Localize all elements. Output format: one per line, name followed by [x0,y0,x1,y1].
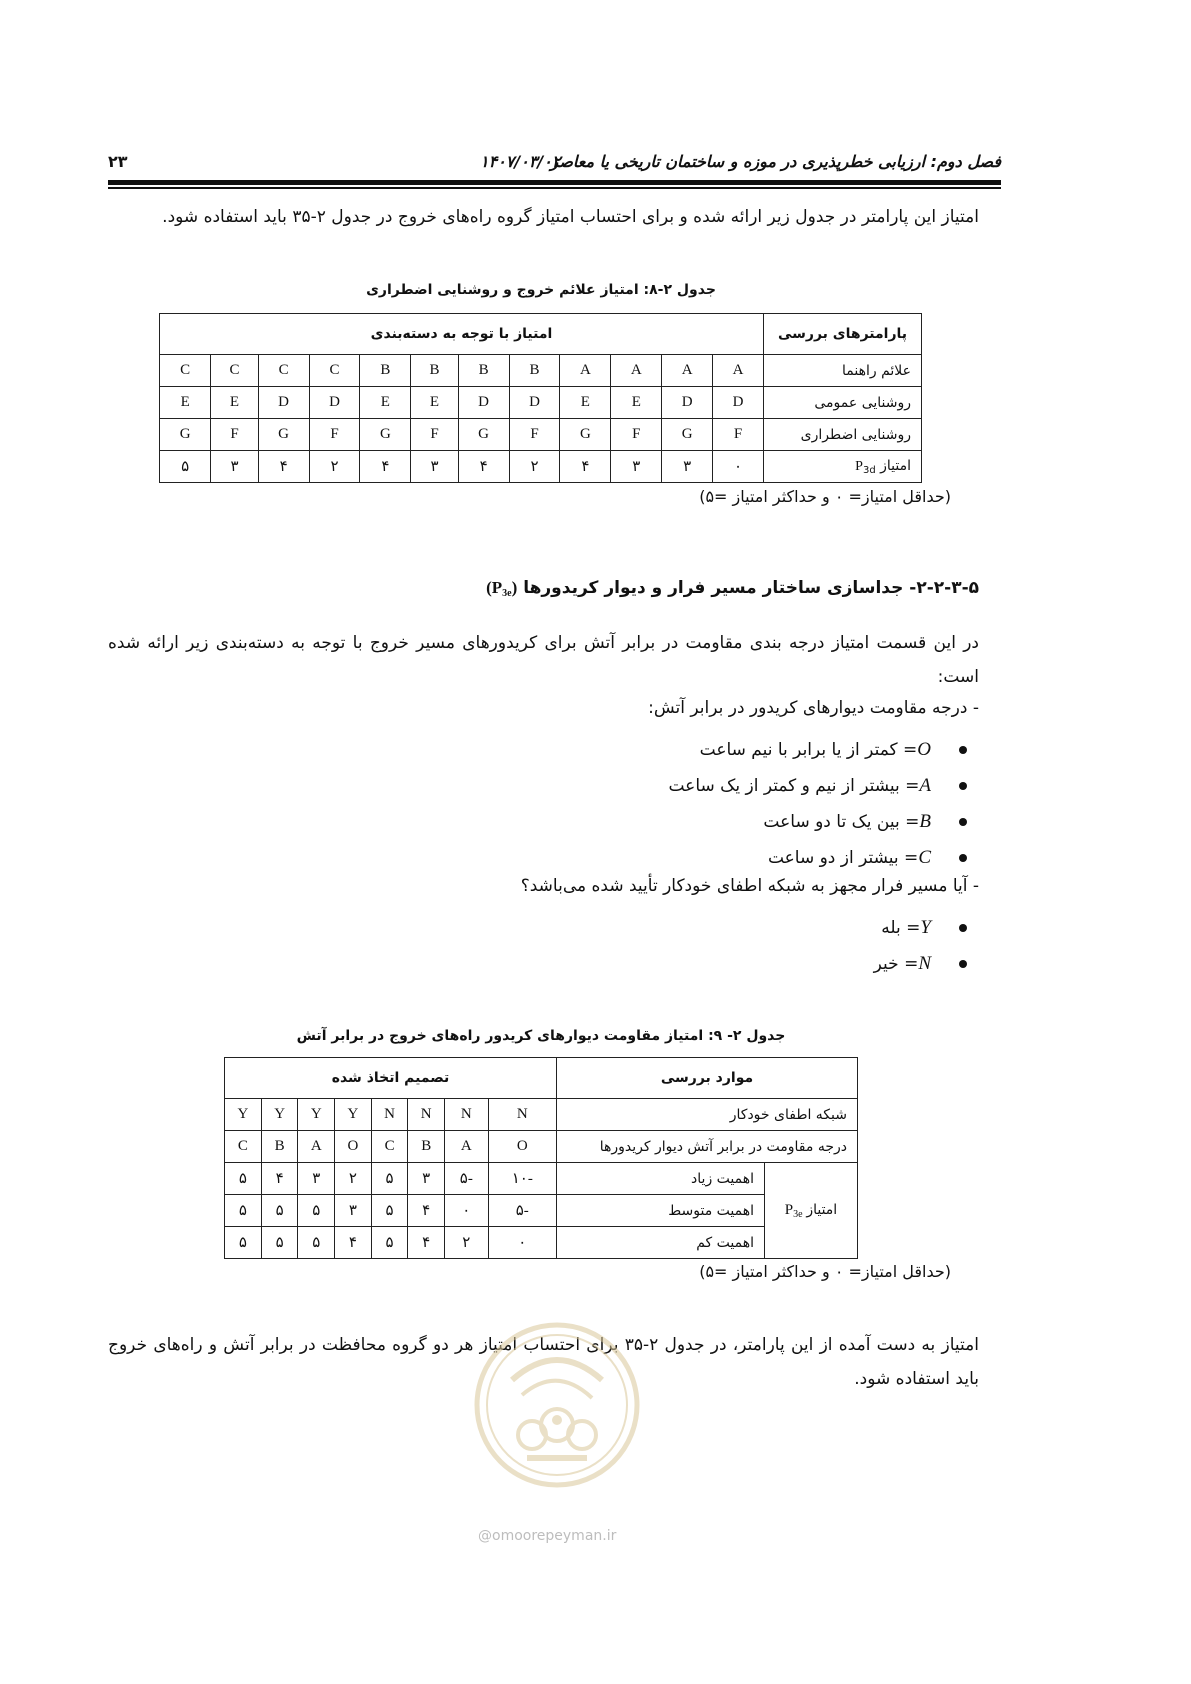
row-label: علائم راهنما [764,355,922,387]
list-item [467,910,967,946]
table-cell: ۳ [411,451,458,483]
table-cell: ۴ [458,451,509,483]
list-item-text: = بیشتر از نیم و کمتر از یک ساعت [668,776,920,796]
table-row [225,1131,858,1163]
table-cell: G [258,419,309,451]
score-label-sub: 3e [793,1208,803,1220]
bullet-icon [959,818,967,826]
table-cell: -۱۰ [488,1163,556,1195]
list-item-text: = بین یک تا دو ساعت [763,812,920,832]
table-cell: F [309,419,360,451]
list-item [467,840,967,876]
table2-note: (حداقل امتیاز= ۰ و حداکثر امتیاز =۵) [699,1262,951,1281]
table-cell: -۵ [488,1195,556,1227]
table-cell: C [211,355,258,387]
list-item [467,732,967,768]
bullet-icon [959,924,967,932]
table1 [159,313,922,483]
watermark-logo-icon [472,1320,642,1490]
table-cell: ۵ [261,1195,298,1227]
row-label: روشنایی اضطراری [764,419,922,451]
table-cell: F [611,419,662,451]
table-cell: G [560,419,611,451]
table-cell: -۵ [445,1163,489,1195]
table-cell: G [360,419,411,451]
table-cell: ۵ [160,451,211,483]
table-cell: ۵ [371,1163,408,1195]
heading-symbol-sub: 3e [502,588,512,599]
header-rule-thick [108,180,1001,185]
table-cell: C [309,355,360,387]
table-cell: ۵ [225,1163,262,1195]
list-item [467,946,967,982]
header-date: ۱۴۰۷/۰۳/۰۲ [480,152,561,171]
table-cell: E [411,387,458,419]
heading-symbol-var: P [491,578,503,597]
table2-header-items: موارد بررسی [557,1058,858,1099]
intro-paragraph: امتیاز این پارامتر در جدول زیر ارائه شده و برای احتساب امتیاز گروه راه‌های خروج در جدول ۲-۳۵ باید استفاده شود. [162,207,979,227]
table-cell: A [445,1131,489,1163]
table-cell: D [662,387,713,419]
table-cell: ۳ [408,1163,445,1195]
table-cell: ۵ [371,1227,408,1259]
table-cell: N [371,1099,408,1131]
table-cell: ۳ [611,451,662,483]
table2-caption: جدول ۲- ۹: امتیاز مقاومت دیوارهای کریدور راه‌های خروج در برابر آتش [296,1028,786,1044]
table-cell: D [309,387,360,419]
table-row [225,1099,858,1131]
table-cell: F [411,419,458,451]
table-cell: ۰ [488,1227,556,1259]
table-cell: ۴ [335,1227,372,1259]
table-cell: A [611,355,662,387]
table-cell: O [335,1131,372,1163]
table-cell: B [408,1131,445,1163]
table-cell: ۴ [258,451,309,483]
row-label: اهمیت کم [557,1227,765,1259]
table-cell: ۴ [360,451,411,483]
table-cell: C [225,1131,262,1163]
bullet-icon [959,960,967,968]
section-paragraph: در این قسمت امتیاز درجه بندی مقاومت در برابر آتش برای کریدورهای مسیر خروج با توجه به دسته‌بندی زیر ارائه شده است: [108,633,979,687]
table-cell: Y [225,1099,262,1131]
list-item-text: = خیر [873,954,919,974]
table-cell: A [713,355,764,387]
table-row [225,1163,858,1195]
table-cell: A [662,355,713,387]
table-cell: ۴ [408,1195,445,1227]
table-cell: ۵ [298,1195,335,1227]
bullet-icon [959,782,967,790]
table-cell: ۳ [335,1195,372,1227]
row-label: اهمیت متوسط [557,1195,765,1227]
table-cell: ۳ [211,451,258,483]
table-cell: F [211,419,258,451]
table-cell: ۰ [713,451,764,483]
table-cell: E [211,387,258,419]
table-cell: ۵ [225,1195,262,1227]
table-cell: D [258,387,309,419]
list2-title: - آیا مسیر فرار مجهز به شبکه اطفای خودکار تأیید شده می‌باشد؟ [520,876,979,896]
table-row [160,451,922,483]
section-heading-text: ۲-۲-۳-۵- جداسازی ساختار مسیر فرار و دیوار کریدورها [523,578,979,598]
table-cell: B [509,355,560,387]
table-cell: E [360,387,411,419]
table-row [160,355,922,387]
page-header [108,148,1001,178]
table-cell: ۴ [560,451,611,483]
table-cell: C [160,355,211,387]
row-label: روشنایی عمومی [764,387,922,419]
table-cell: C [371,1131,408,1163]
score-label-sub: 3d [862,464,876,476]
list-item [467,804,967,840]
table-cell: G [662,419,713,451]
score-label-prefix: امتیاز [880,457,911,474]
table-cell: N [408,1099,445,1131]
header-rule-thin [108,187,1001,189]
table-cell: B [261,1131,298,1163]
closing-paragraph: امتیاز به دست آمده از این پارامتر، در جدول ۲-۳۵ برای احتساب امتیاز هر دو گروه محافظت در برابر آتش و راه‌های خروج باید استفاده شود. [108,1335,980,1389]
score-label-var: P [855,458,863,474]
chapter-title: فصل دوم: ارزیابی خطرپذیری در موزه و ساختمان تاریخی یا معاصر [550,152,1001,171]
row-label: اهمیت زیاد [557,1163,765,1195]
list-item-var: A [919,775,931,796]
score-label-var: P [784,1201,794,1218]
table1-header-param: پارامترهای بررسی [764,314,922,355]
section-heading-symbol: $(P_{3e})$ [486,578,518,599]
table-cell: Y [335,1099,372,1131]
table-cell: A [298,1131,335,1163]
table-cell: ۵ [261,1227,298,1259]
list2 [467,910,967,982]
table-cell: B [411,355,458,387]
table-cell: D [713,387,764,419]
list-item [467,768,967,804]
table-cell: G [458,419,509,451]
score-label-prefix: امتیاز [806,1201,838,1218]
table2 [224,1057,858,1259]
table-cell: ۵ [225,1227,262,1259]
table-cell: ۲ [509,451,560,483]
table-cell: Y [298,1099,335,1131]
table-cell: B [458,355,509,387]
table-cell: G [160,419,211,451]
table-row [160,387,922,419]
table-cell: ۴ [408,1227,445,1259]
watermark-site: @omoorepeyman.ir [478,1528,617,1544]
table-row [160,419,922,451]
table-cell: ۲ [335,1163,372,1195]
list1 [467,732,967,876]
table-cell: E [160,387,211,419]
row-label [764,451,922,483]
list-item-text: = کمتر از یا برابر با نیم ساعت [699,740,918,760]
list-item-text: = بیشتر از دو ساعت [767,848,919,868]
table-cell: E [611,387,662,419]
table2-header-decision: تصمیم اتخاذ شده [225,1058,557,1099]
table-cell: D [458,387,509,419]
section-heading [486,578,979,599]
score-group-label [765,1163,858,1259]
table-cell: D [509,387,560,419]
table-cell: F [509,419,560,451]
table-cell: ۲ [309,451,360,483]
bullet-icon [959,746,967,754]
bullet-icon [959,854,967,862]
list-item-var: O [917,739,931,760]
table-cell: A [560,355,611,387]
list1-title: - درجه مقاومت دیوارهای کریدور در برابر آتش: [648,698,979,718]
table-row [225,1195,858,1227]
table-row [225,1227,858,1259]
table-cell: ۴ [261,1163,298,1195]
table-cell: N [488,1099,556,1131]
table1-caption: جدول ۲-۸: امتیاز علائم خروج و روشنایی اضطراری [366,282,716,298]
page-number: ۲۳ [108,152,128,171]
table-cell: E [560,387,611,419]
table-cell: ۲ [445,1227,489,1259]
table-cell: ۳ [662,451,713,483]
table1-note: (حداقل امتیاز= ۰ و حداکثر امتیاز =۵) [699,487,951,506]
table1-header-score: امتیاز با توجه به دسته‌بندی [160,314,764,355]
list-item-var: B [919,811,931,832]
list-item-var: C [918,847,931,868]
table-cell: ۵ [298,1227,335,1259]
list-item-var: N [918,953,931,974]
list-item-var: Y [920,917,931,938]
table-cell: N [445,1099,489,1131]
table-cell: O [488,1131,556,1163]
row-label: درجه مقاومت در برابر آتش دیوار کریدورها [557,1131,858,1163]
table-cell: Y [261,1099,298,1131]
table-cell: ۰ [445,1195,489,1227]
table-cell: B [360,355,411,387]
list-item-text: = بله [881,918,921,938]
table-cell: ۵ [371,1195,408,1227]
row-label: شبکه اطفای خودکار [557,1099,858,1131]
table-cell: F [713,419,764,451]
table-cell: C [258,355,309,387]
table-cell: ۳ [298,1163,335,1195]
